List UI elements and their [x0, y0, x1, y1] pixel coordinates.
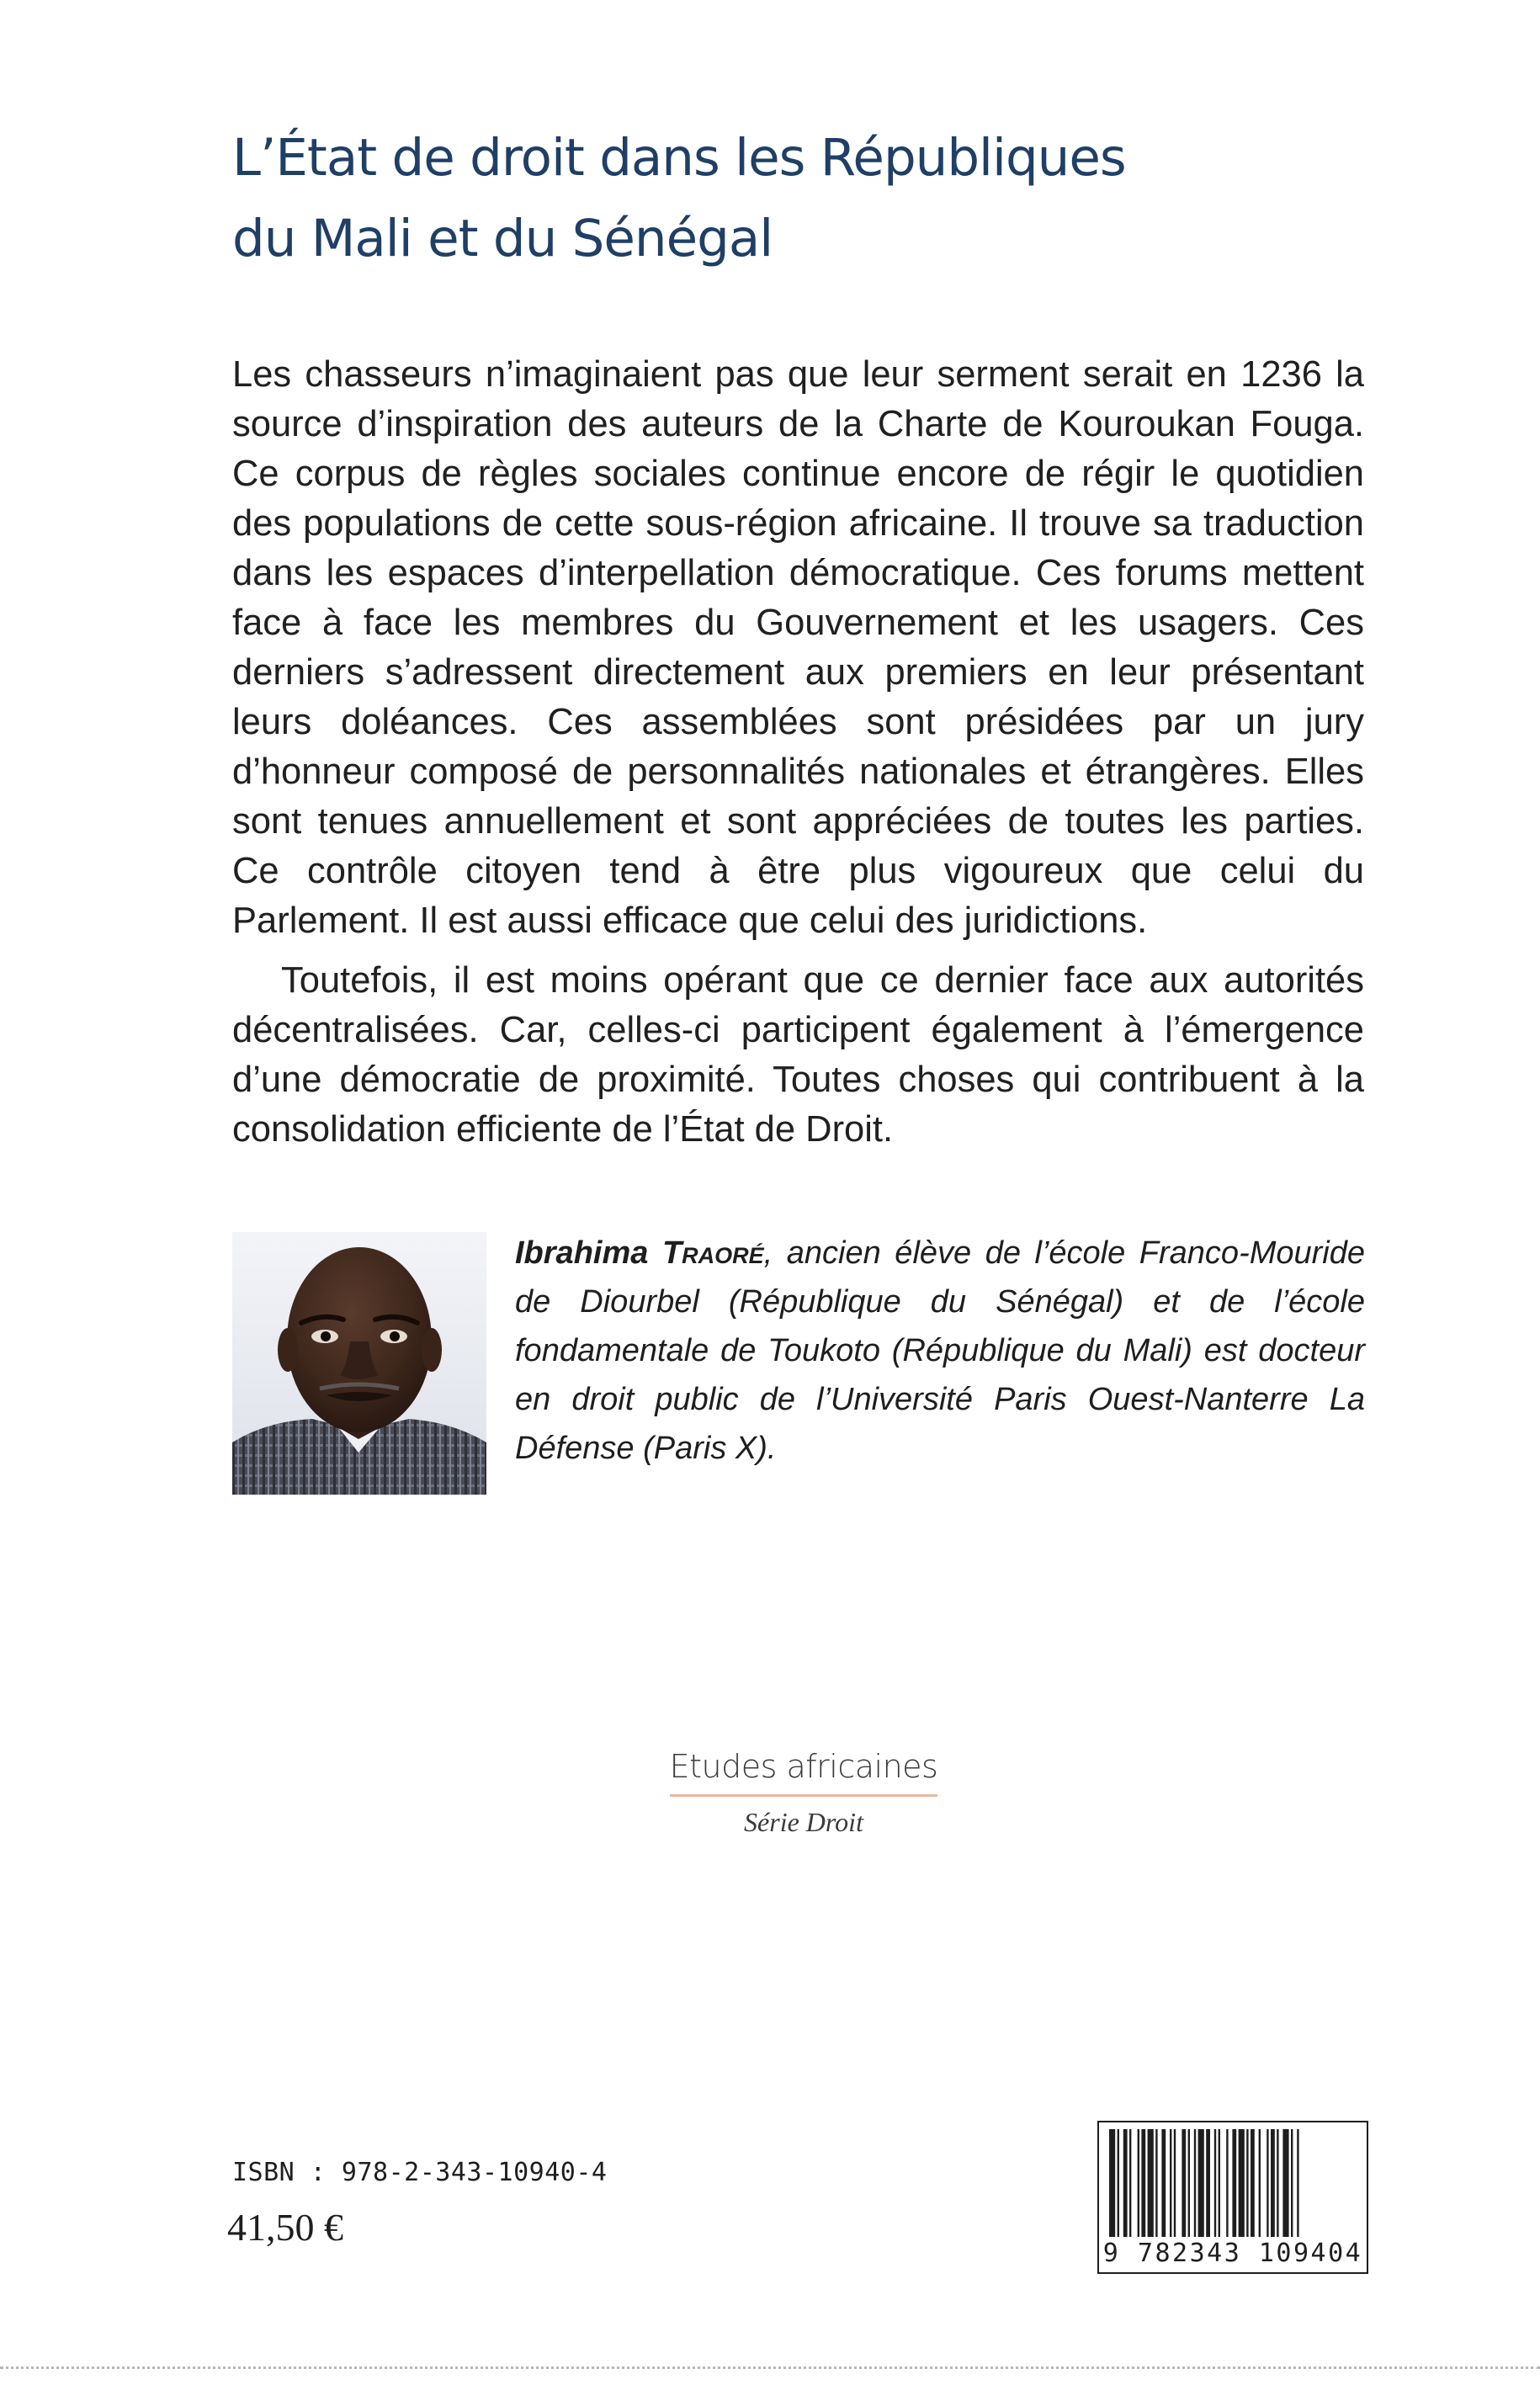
barcode-bar	[1239, 2129, 1245, 2239]
series-name: Etudes africaines	[669, 1748, 938, 1785]
book-title-line-2: du Mali et du Sénégal	[232, 209, 773, 268]
barcode-bar	[1182, 2129, 1186, 2239]
barcode-bar	[1246, 2129, 1248, 2239]
barcode-bar	[1297, 2129, 1298, 2239]
barcode-bar	[1138, 2129, 1139, 2239]
series-subseries: Série Droit	[744, 1807, 863, 1837]
summary-paragraph-2: Toutefois, il est moins opérant que ce dernier face aux autorités décentralisées. Car, celles-ci participent également à l’émergence d’une démocratie de proximité. Toutes choses qui contribuent à la consolidation efficiente de l’État de Droit.	[232, 960, 1364, 1150]
barcode-bar	[1118, 2129, 1119, 2239]
author-photo	[232, 1232, 486, 1495]
barcode-bar	[1259, 2129, 1261, 2239]
barcode	[1097, 2121, 1368, 2274]
barcode-bar	[1282, 2129, 1288, 2239]
book-title	[232, 118, 1377, 279]
barcode-bar	[1174, 2129, 1176, 2239]
isbn: ISBN : 978-2-343-10940-4	[232, 2158, 608, 2187]
barcode-bar	[1277, 2129, 1278, 2239]
price: 41,50 €	[227, 2206, 343, 2249]
barcode-bar	[1232, 2129, 1236, 2239]
barcode-bar	[1214, 2129, 1216, 2239]
author-bio-text: , ancien élève de l’école Franco-Mouride de Diourbel (République du Sénégal) et de l’école fondamentale de Toukoto (République du Mali) est docteur en droit public de l’Université Paris Ouest-Nanterre La Défense (Paris X).	[515, 1235, 1366, 1466]
barcode-bar	[1226, 2129, 1228, 2239]
barcode-bar	[1170, 2129, 1171, 2239]
barcode-bar	[1123, 2129, 1128, 2239]
barcode-bar	[1271, 2129, 1275, 2239]
back-cover-summary	[232, 350, 1364, 1165]
barcode-bar	[1129, 2129, 1131, 2239]
summary-paragraph-1: Les chasseurs n’imaginaient pas que leur serment serait en 1236 la source d’inspiration des auteurs de la Charte de Kouroukan Fouga. Ce corpus de règles sociales continue encore de régir le quotidien des populations de cette sous-région africaine. Il trouve sa traduction dans les espaces d’interpellation démocratique. Ces forums mettent face à face les membres du Gouvernement et les usagers. Ces derniers s’adressent directement aux premiers en leur présentant leurs doléances. Ces assemblées sont présidées par un jury d’honneur composé de personnalités nationales et étrangères. Elles sont tenues annuellement et sont appréciées de toutes les parties. Ce contrôle citoyen tend à être plus vigoureux que celui du Parlement. Il est aussi efficace que celui des juridictions.	[232, 354, 1364, 941]
barcode-bar	[1141, 2129, 1145, 2239]
author-last-name: Traoré	[661, 1235, 764, 1271]
author-first-name: Ibrahima	[515, 1235, 649, 1271]
series-label	[665, 1745, 943, 1839]
barcode-bar	[1148, 2129, 1154, 2239]
barcode-bars	[1099, 2122, 1367, 2240]
barcode-bar	[1267, 2129, 1268, 2239]
barcode-bar	[1109, 2129, 1115, 2239]
barcode-bar	[1291, 2129, 1293, 2239]
bottom-rule	[0, 2366, 1540, 2369]
barcode-bar	[1219, 2129, 1220, 2239]
barcode-bar	[1188, 2129, 1190, 2239]
series-divider	[670, 1794, 937, 1797]
barcode-bar	[1198, 2129, 1204, 2239]
barcode-bar	[1194, 2129, 1196, 2239]
barcode-bar	[1251, 2129, 1255, 2239]
barcode-bar	[1155, 2129, 1157, 2239]
barcode-bar	[1161, 2129, 1166, 2239]
barcode-bar	[1206, 2129, 1210, 2239]
author-biography	[515, 1229, 1365, 1473]
book-title-line-1: L’État de droit dans les Républiques	[232, 128, 1126, 188]
barcode-digits: 9 782343 109404	[1099, 2237, 1367, 2271]
